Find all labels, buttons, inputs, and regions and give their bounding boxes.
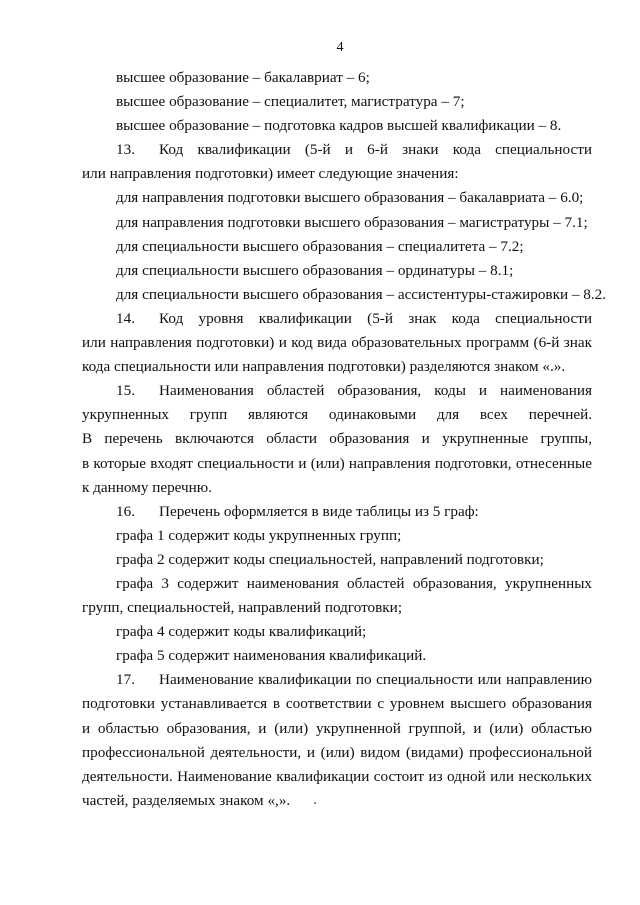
text-line: графа 3 содержит наименования областей образования, укрупненных <box>116 574 592 592</box>
text-line: подготовки устанавливается в соответствии с уровнем высшего образования <box>82 695 592 713</box>
text-line: Код квалификации (5-й и 6-й знаки кода специальности <box>159 141 592 159</box>
page-number: 4 <box>336 40 344 55</box>
text-line: В перечень включаются области образования и укрупненные группы, <box>82 430 592 448</box>
text-line: или направления подготовки) и код вида образовательных программ (6-й знак <box>82 334 592 352</box>
paragraph-number: 17. <box>116 671 135 689</box>
text-line: Наименования областей образования, коды и наименования <box>159 382 592 400</box>
paragraph-14-first-line <box>82 307 592 331</box>
text-line: высшее образование – бакалавриат – 6; <box>116 69 370 86</box>
paragraph-number: 15. <box>116 382 135 400</box>
document-body <box>82 66 607 813</box>
paragraph-number: 13. <box>116 141 135 159</box>
text-line: для специальности высшего образования – специалитета – 7.2; <box>116 237 524 255</box>
text-line: и областью образования, и (или) укрупненной группой, и (или) областью <box>82 719 592 737</box>
paragraph-number: 16. <box>116 502 135 520</box>
text-line: к данному перечню. <box>82 478 212 496</box>
text-line: деятельности. Наименование квалификации состоит из одной или нескольких <box>82 767 592 785</box>
text-line: или направления подготовки) имеет следующие значения: <box>82 165 459 183</box>
text-line: для специальности высшего образования – ординатуры – 8.1; <box>116 261 514 279</box>
text-line: графа 2 содержит коды специальностей, направлений подготовки; <box>116 550 544 568</box>
text-line: Перечень оформляется в виде таблицы из 5 граф: <box>159 502 479 520</box>
scan-speck <box>314 802 316 804</box>
paragraph-number: 14. <box>116 309 135 327</box>
text-line: кода специальности или направления подготовки) разделяются знаком «.». <box>82 358 566 376</box>
paragraph-13-first-line <box>82 138 592 162</box>
text-line: графа 1 содержит коды укрупненных групп; <box>116 526 402 544</box>
text-line: графа 4 содержит коды квалификаций; <box>116 623 367 641</box>
text-line: Наименование квалификации по специальности или направлению <box>159 671 592 689</box>
text-line: высшее образование – специалитет, магистратура – 7; <box>116 93 465 111</box>
text-line: укрупненных групп являются одинаковыми для всех перечней. <box>82 406 592 424</box>
text-line: для направления подготовки высшего образования – бакалавриата – 6.0; <box>116 189 584 207</box>
text-line: в которые входят специальности и (или) направления подготовки, отнесенные <box>82 454 592 472</box>
text-line: Код уровня квалификации (5-й знак кода специальности <box>159 309 592 327</box>
text-line: для направления подготовки высшего образования – магистратуры – 7.1; <box>116 213 588 231</box>
paragraph-15-first-line <box>82 379 592 403</box>
paragraph-16-first-line <box>82 500 592 524</box>
text-line: графа 5 содержит наименования квалификаций. <box>116 647 427 665</box>
text-line: частей, разделяемых знаком «,». <box>82 791 291 809</box>
paragraph-17-first-line <box>82 668 592 692</box>
text-line: профессиональной деятельности, и (или) видом (видами) профессиональной <box>82 743 592 761</box>
text-line: для специальности высшего образования – ассистентуры-стажировки – 8.2. <box>116 285 607 303</box>
text-line: групп, специальностей, направлений подготовки; <box>82 599 403 617</box>
text-line: высшее образование – подготовка кадров высшей квалификации – 8. <box>116 117 562 135</box>
